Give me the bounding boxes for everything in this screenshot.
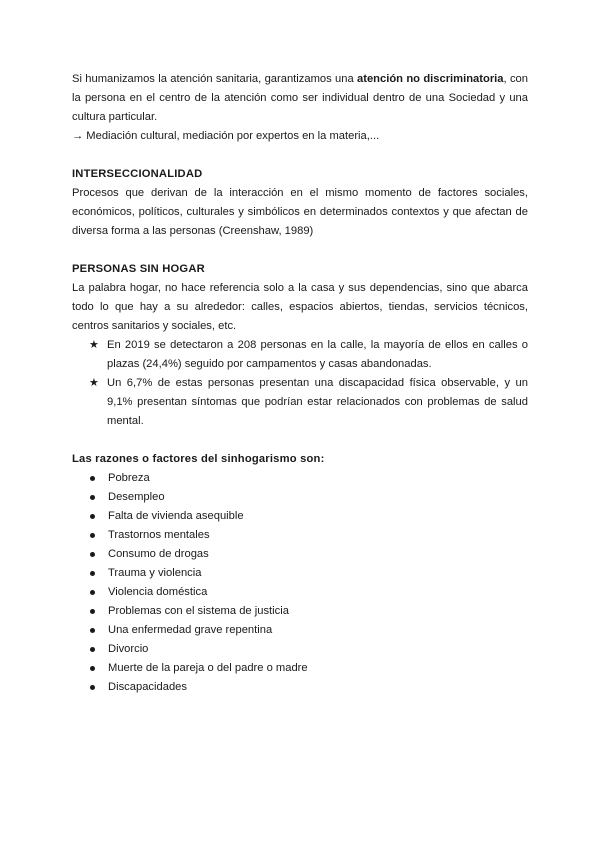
bullet-icon xyxy=(90,647,95,652)
bullet-icon xyxy=(90,571,95,576)
list-item-text: Problemas con el sistema de justicia xyxy=(108,605,289,617)
facts-list xyxy=(72,336,528,431)
list-item xyxy=(89,507,528,526)
fact-item xyxy=(89,374,528,431)
bullet-icon xyxy=(90,533,95,538)
bullet-icon xyxy=(90,609,95,614)
list-item xyxy=(89,659,528,678)
list-item-text: Muerte de la pareja o del padre o madre xyxy=(108,662,308,674)
heading-interseccionalidad: INTERSECCIONALIDAD xyxy=(72,168,203,180)
list-item xyxy=(89,545,528,564)
list-item xyxy=(89,602,528,621)
spacer xyxy=(72,431,528,450)
fact-item xyxy=(89,336,528,374)
star-icon: ★ xyxy=(89,339,99,351)
list-item xyxy=(89,583,528,602)
list-item-text: Pobreza xyxy=(108,472,150,484)
list-item xyxy=(89,564,528,583)
list-item-text: Violencia doméstica xyxy=(108,586,208,598)
list-item xyxy=(89,640,528,659)
document-body xyxy=(72,70,528,697)
list-item-text: Trastornos mentales xyxy=(108,529,210,541)
list-item-text: Consumo de drogas xyxy=(108,548,209,560)
spacer xyxy=(72,241,528,260)
intro-paragraph xyxy=(72,70,528,127)
bullet-icon xyxy=(90,590,95,595)
interseccionalidad-paragraph: Procesos que derivan de la interacción en el mismo momento de factores sociales, económicos, políticos, culturales y simbólicos en determinados contextos y que afectan de diversa forma a las personas (Creenshaw, 1989) xyxy=(72,187,528,237)
list-item-text: Divorcio xyxy=(108,643,149,655)
list-item xyxy=(89,488,528,507)
bullet-icon xyxy=(90,666,95,671)
list-item-text: Desempleo xyxy=(108,491,165,503)
list-item xyxy=(89,621,528,640)
list-item-text: Discapacidades xyxy=(108,681,187,693)
intro-arrow-line: → Mediación cultural, mediación por expertos en la materia,... xyxy=(72,130,380,142)
sin-hogar-paragraph: La palabra hogar, no hace referencia solo a la casa y sus dependencias, sino que abarca todo lo que hay a su alrededor: calles, espacios abiertos, tiendas, servicios técnicos, centros sanitarios y sociales, etc. xyxy=(72,282,528,332)
fact-text: En 2019 se detectaron a 208 personas en la calle, la mayoría de ellos en calles o plazas (24,4%) seguido por campamentos y casas abandonadas. xyxy=(107,339,528,370)
intro-text: Si humanizamos la atención sanitaria, garantizamos una xyxy=(72,73,358,85)
intro-bold-phrase: atención no discriminatoria xyxy=(357,73,504,85)
bullet-icon xyxy=(90,514,95,519)
list-item xyxy=(89,678,528,697)
bullet-icon xyxy=(90,552,95,557)
heading-personas-sin-hogar: PERSONAS SIN HOGAR xyxy=(72,263,205,275)
reasons-list xyxy=(72,469,528,697)
bullet-icon xyxy=(90,628,95,633)
fact-text: Un 6,7% de estas personas presentan una discapacidad física observable, y un 9,1% presentan síntomas que podrían estar relacionados con problemas de salud mental. xyxy=(107,377,528,427)
bullet-icon xyxy=(90,495,95,500)
intro-text-end: , con la persona en el centro de la atención como ser individual dentro de una Sociedad y una cultura particular. xyxy=(72,73,528,123)
heading-razones: Las razones o factores del sinhogarismo son: xyxy=(72,453,325,465)
star-icon: ★ xyxy=(89,377,99,389)
list-item-text: Falta de vivienda asequible xyxy=(108,510,244,522)
list-item xyxy=(89,526,528,545)
spacer xyxy=(72,146,528,165)
bullet-icon xyxy=(90,476,95,481)
list-item xyxy=(89,469,528,488)
list-item-text: Una enfermedad grave repentina xyxy=(108,624,273,636)
list-item-text: Trauma y violencia xyxy=(108,567,202,579)
bullet-icon xyxy=(90,685,95,690)
